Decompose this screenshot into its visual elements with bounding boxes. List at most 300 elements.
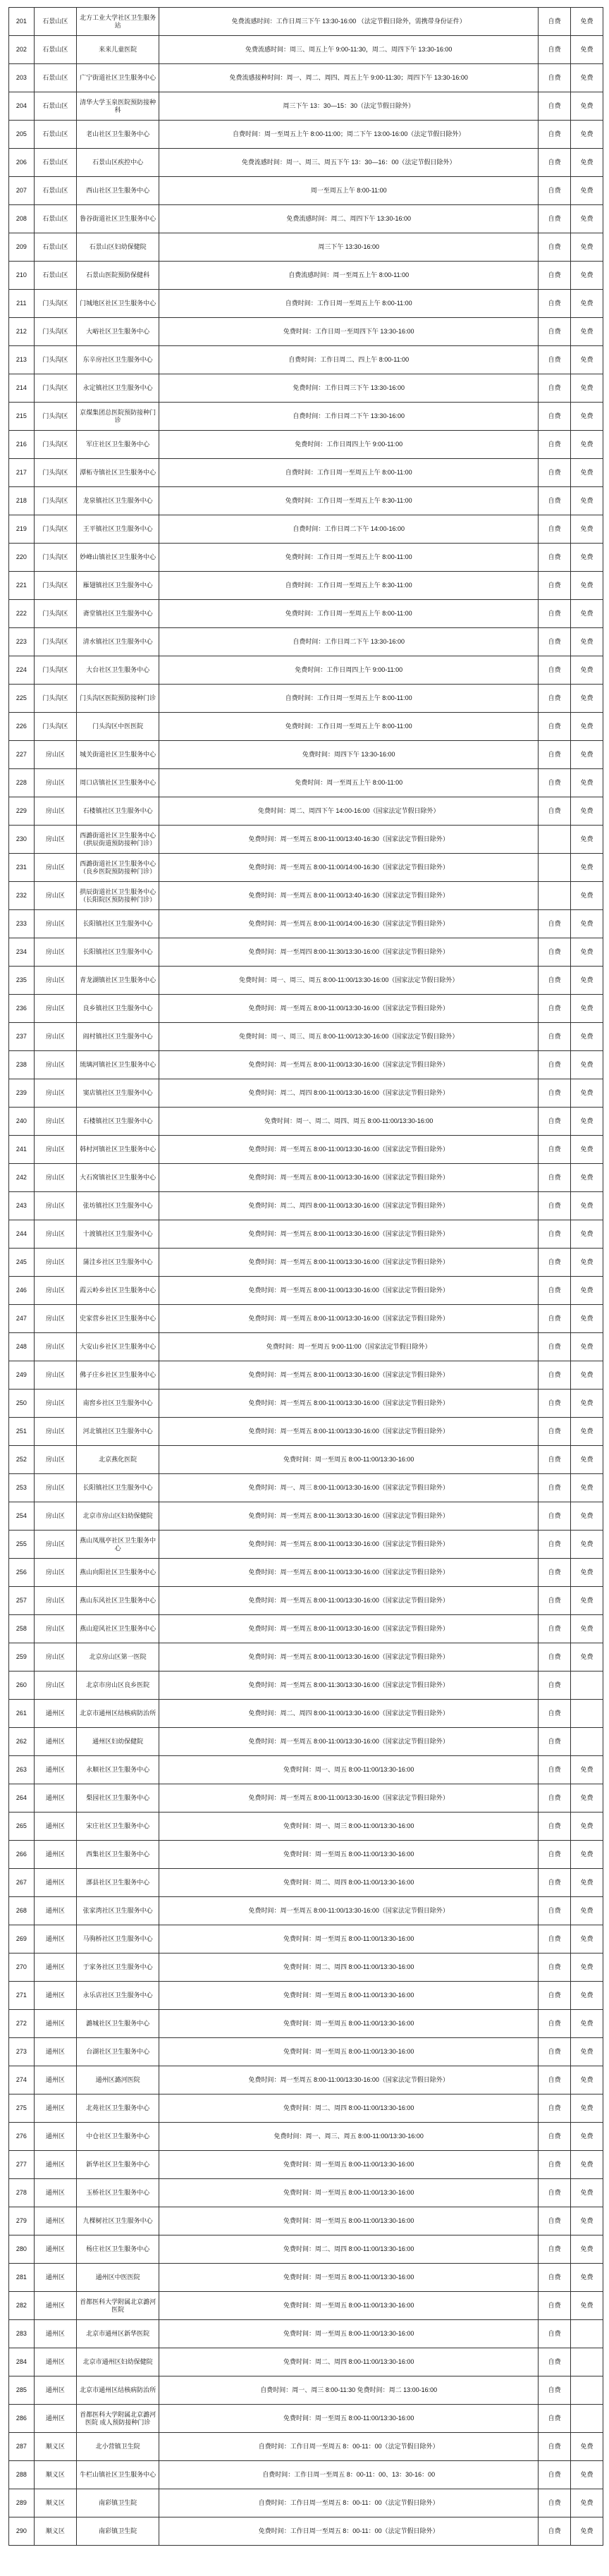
district-cell: 房山区 [34, 882, 76, 910]
table-row [9, 826, 603, 854]
free-cell: 免费 [571, 797, 603, 826]
service-hours-cell: 免费时间：周一至周五 8:00-11:00/13:30-16:00（国家法定节假日除外） [159, 1361, 539, 1390]
self-pay-cell: 自费 [539, 769, 571, 797]
district-cell: 房山区 [34, 938, 76, 967]
free-cell: 免费 [571, 1784, 603, 1813]
district-cell: 通州区 [34, 1841, 76, 1869]
row-number: 231 [9, 854, 35, 882]
table-row [9, 1305, 603, 1333]
free-cell: 免费 [571, 1756, 603, 1784]
district-cell: 通州区 [34, 1700, 76, 1728]
table-row [9, 1051, 603, 1079]
district-cell: 房山区 [34, 1192, 76, 1220]
district-cell: 门头沟区 [34, 600, 76, 628]
row-number: 201 [9, 8, 35, 36]
free-cell: 免费 [571, 685, 603, 713]
district-cell: 通州区 [34, 2066, 76, 2094]
district-cell: 通州区 [34, 2405, 76, 2433]
clinic-name-cell: 北方工业大学社区卫生服务站 [76, 8, 159, 36]
district-cell: 门头沟区 [34, 431, 76, 459]
district-cell: 门头沟区 [34, 459, 76, 487]
free-cell: 免费 [571, 403, 603, 431]
free-cell: 免费 [571, 2433, 603, 2461]
service-hours-cell: 免费时间：工作日周四上午 9:00-11:00 [159, 431, 539, 459]
service-hours-cell: 自费时间：工作日周二下午 13:30-16:00 [159, 628, 539, 656]
self-pay-cell [539, 826, 571, 854]
clinic-name-cell: 北小营镇卫生院 [76, 2433, 159, 2461]
table-row [9, 149, 603, 177]
clinic-name-cell: 玉桥社区卫生服务中心 [76, 2179, 159, 2207]
row-number: 204 [9, 92, 35, 121]
clinic-name-cell: 永乐店社区卫生服务中心 [76, 1982, 159, 2010]
table-row [9, 2264, 603, 2292]
clinic-name-cell: 拱辰街道社区卫生服务中心（长阳院区预防接种门诊） [76, 882, 159, 910]
table-row [9, 1277, 603, 1305]
free-cell: 免费 [571, 600, 603, 628]
service-hours-cell: 免费时间：工作日周一至周五 8：00-11：00（法定节假日除外） [159, 2517, 539, 2546]
row-number: 280 [9, 2235, 35, 2264]
service-hours-cell: 免费时间：周一、周三 8:00-11:00/13:30-16:00 [159, 1813, 539, 1841]
self-pay-cell: 自费 [539, 2151, 571, 2179]
free-cell: 免费 [571, 2235, 603, 2264]
service-hours-cell: 免费时间：周一至周五 8:00-11:00/13:30-16:00（国家法定节假日除外） [159, 1531, 539, 1559]
service-hours-cell: 免费时间：周一、周三、周五 8:00-11:00/13:30-16:00（国家法定节假日除外） [159, 1023, 539, 1051]
table-row [9, 1079, 603, 1108]
district-cell: 通州区 [34, 2348, 76, 2376]
table-row [9, 2235, 603, 2264]
service-hours-cell: 免费时间：周一至周五 8:00-11:00/13:30-16:00 [159, 1925, 539, 1954]
self-pay-cell: 自费 [539, 1869, 571, 1897]
service-hours-cell: 免费时间：周一至周五 8:00-11:00/13:30-16:00（国家法定节假日除外） [159, 1615, 539, 1643]
clinic-name-cell: 西潞街道社区卫生服务中心（良乡医院预防接种门诊） [76, 854, 159, 882]
clinic-name-cell: 琉璃河镇社区卫生服务中心 [76, 1051, 159, 1079]
table-row [9, 374, 603, 403]
table-row [9, 2123, 603, 2151]
free-cell: 免费 [571, 854, 603, 882]
table-row [9, 318, 603, 346]
clinic-name-cell: 燕山东风社区卫生服务中心 [76, 1587, 159, 1615]
district-cell: 门头沟区 [34, 374, 76, 403]
clinic-name-cell: 霞云岭乡社区卫生服务中心 [76, 1277, 159, 1305]
district-cell: 房山区 [34, 1446, 76, 1474]
self-pay-cell: 自费 [539, 656, 571, 685]
free-cell: 免费 [571, 1446, 603, 1474]
row-number: 261 [9, 1700, 35, 1728]
table-row [9, 1841, 603, 1869]
free-cell: 免费 [571, 2292, 603, 2320]
service-hours-cell: 免费时间：周一至周五 8:00-11:00/13:30-16:00 [159, 2179, 539, 2207]
clinic-name-cell: 阎村镇社区卫生服务中心 [76, 1023, 159, 1051]
self-pay-cell: 自费 [539, 64, 571, 92]
self-pay-cell: 自费 [539, 2010, 571, 2038]
row-number: 246 [9, 1277, 35, 1305]
table-row [9, 544, 603, 572]
clinic-name-cell: 潞城社区卫生服务中心 [76, 2010, 159, 2038]
row-number: 225 [9, 685, 35, 713]
row-number: 287 [9, 2433, 35, 2461]
table-row [9, 515, 603, 544]
service-hours-cell: 免费时间：周一至周五 8:00-11:00/13:40-16:30（国家法定节假日除外） [159, 826, 539, 854]
table-row [9, 1587, 603, 1615]
self-pay-cell: 自费 [539, 2094, 571, 2123]
table-row [9, 233, 603, 262]
clinic-name-cell: 王平镇社区卫生服务中心 [76, 515, 159, 544]
row-number: 276 [9, 2123, 35, 2151]
self-pay-cell: 自费 [539, 1784, 571, 1813]
free-cell: 免费 [571, 1079, 603, 1108]
self-pay-cell: 自费 [539, 2038, 571, 2066]
row-number: 234 [9, 938, 35, 967]
district-cell: 通州区 [34, 2264, 76, 2292]
clinic-name-cell: 永定镇社区卫生服务中心 [76, 374, 159, 403]
free-cell: 免费 [571, 177, 603, 205]
district-cell: 房山区 [34, 854, 76, 882]
service-hours-cell: 周三下午 13：30—15：30（法定节假日除外） [159, 92, 539, 121]
service-hours-cell: 免费时间：周二、周四 8:00-11:00/13:30-16:00（国家法定节假日除外） [159, 1192, 539, 1220]
self-pay-cell: 自费 [539, 1615, 571, 1643]
free-cell: 免费 [571, 2207, 603, 2235]
district-cell: 房山区 [34, 1615, 76, 1643]
row-number: 238 [9, 1051, 35, 1079]
district-cell: 通州区 [34, 2235, 76, 2264]
table-row [9, 910, 603, 938]
self-pay-cell: 自费 [539, 1192, 571, 1220]
self-pay-cell: 自费 [539, 1164, 571, 1192]
free-cell [571, 2320, 603, 2348]
self-pay-cell: 自费 [539, 2123, 571, 2151]
self-pay-cell: 自费 [539, 572, 571, 600]
district-cell: 房山区 [34, 769, 76, 797]
clinic-name-cell: 西山社区卫生服务中心 [76, 177, 159, 205]
clinic-name-cell: 佛子庄乡社区卫生服务中心 [76, 1361, 159, 1390]
row-number: 273 [9, 2038, 35, 2066]
table-row [9, 1700, 603, 1728]
clinic-name-cell: 良乡镇社区卫生服务中心 [76, 995, 159, 1023]
row-number: 215 [9, 403, 35, 431]
row-number: 219 [9, 515, 35, 544]
district-cell: 通州区 [34, 2320, 76, 2348]
table-row [9, 8, 603, 36]
district-cell: 通州区 [34, 1813, 76, 1841]
row-number: 205 [9, 121, 35, 149]
row-number: 252 [9, 1446, 35, 1474]
district-cell: 房山区 [34, 1643, 76, 1672]
service-hours-cell: 免费时间：周一至周五上午 8:00-11:00 [159, 769, 539, 797]
clinic-name-cell: 杨庄社区卫生服务中心 [76, 2235, 159, 2264]
service-hours-cell: 自费时间：工作日周二、四上午 8:00-11:00 [159, 346, 539, 374]
district-cell: 房山区 [34, 741, 76, 769]
self-pay-cell: 自费 [539, 262, 571, 290]
district-cell: 房山区 [34, 1108, 76, 1136]
service-hours-cell: 免费时间：周一至周五 8:00-11:00/13:30-16:00（国家法定节假日除外） [159, 1051, 539, 1079]
row-number: 242 [9, 1164, 35, 1192]
service-hours-cell: 免费时间：周一至周五 8:00-11:00/13:30-16:00 [159, 2038, 539, 2066]
self-pay-cell: 自费 [539, 1023, 571, 1051]
clinic-name-cell: 于家务社区卫生服务中心 [76, 1954, 159, 1982]
self-pay-cell: 自费 [539, 1728, 571, 1756]
free-cell: 免费 [571, 459, 603, 487]
clinic-name-cell: 中仓社区卫生服务中心 [76, 2123, 159, 2151]
clinic-name-cell: 妙峰山镇社区卫生服务中心 [76, 544, 159, 572]
row-number: 211 [9, 290, 35, 318]
self-pay-cell: 自费 [539, 121, 571, 149]
table-row [9, 572, 603, 600]
table-row [9, 1390, 603, 1418]
self-pay-cell: 自费 [539, 2376, 571, 2405]
clinic-name-cell: 南彩镇卫生院 [76, 2517, 159, 2546]
row-number: 232 [9, 882, 35, 910]
service-hours-cell: 免费时间：周一至周五 8:00-11:30/13:30-16:00（国家法定节假日除外） [159, 1502, 539, 1531]
row-number: 264 [9, 1784, 35, 1813]
table-row [9, 1813, 603, 1841]
table-row [9, 1756, 603, 1784]
row-number: 257 [9, 1587, 35, 1615]
clinic-name-cell: 军庄社区卫生服务中心 [76, 431, 159, 459]
service-hours-cell: 自费时间：工作日周一至周五 8：00-11：00（法定节假日除外） [159, 2489, 539, 2517]
free-cell: 免费 [571, 1813, 603, 1841]
table-row [9, 1784, 603, 1813]
service-hours-cell: 免费时间：周二、周四下午 14:00-16:00（国家法定节假日除外） [159, 797, 539, 826]
service-hours-cell: 免费时间：周二、周四 8:00-11:00/13:30-16:00 [159, 2235, 539, 2264]
service-hours-cell: 免费时间：周一、周三、周五 8:00-11:00/13:30-16:00 [159, 2123, 539, 2151]
row-number: 266 [9, 1841, 35, 1869]
clinic-name-cell: 鲁谷街道社区卫生服务中心 [76, 205, 159, 233]
self-pay-cell: 自费 [539, 2348, 571, 2376]
clinic-name-cell: 石景山区妇幼保健院 [76, 233, 159, 262]
free-cell: 免费 [571, 1305, 603, 1333]
service-hours-cell: 免费时间：周一至周五 8:00-11:00/13:30-16:00 [159, 2292, 539, 2320]
self-pay-cell: 自费 [539, 403, 571, 431]
district-cell: 房山区 [34, 1051, 76, 1079]
self-pay-cell: 自费 [539, 318, 571, 346]
service-hours-cell: 免费流感时间：周二、周四下午 13:30-16:00 [159, 205, 539, 233]
clinic-name-cell: 南彩镇卫生院 [76, 2489, 159, 2517]
free-cell: 免费 [571, 2517, 603, 2546]
self-pay-cell: 自费 [539, 1841, 571, 1869]
clinic-name-cell: 长阳镇社区卫生服务中心 [76, 910, 159, 938]
row-number: 209 [9, 233, 35, 262]
self-pay-cell: 自费 [539, 2179, 571, 2207]
row-number: 270 [9, 1954, 35, 1982]
clinic-name-cell: 张坊镇社区卫生服务中心 [76, 1192, 159, 1220]
service-hours-cell: 免费时间：周一至周五 8:00-11:00/13:30-16:00（国家法定节假日除外） [159, 1390, 539, 1418]
clinic-name-cell: 大峪社区卫生服务中心 [76, 318, 159, 346]
clinic-name-cell: 首都医科大学附属北京潞河医院 成人预防接种门诊 [76, 2405, 159, 2433]
free-cell: 免费 [571, 262, 603, 290]
table-row [9, 1643, 603, 1672]
clinic-name-cell: 张家湾社区卫生服务中心 [76, 1897, 159, 1925]
table-row [9, 346, 603, 374]
free-cell: 免费 [571, 1587, 603, 1615]
service-hours-cell: 免费时间：周一、周五 8:00-11:00/13:30-16:00 [159, 1756, 539, 1784]
clinic-name-cell: 马驹桥社区卫生服务中心 [76, 1925, 159, 1954]
clinic-name-cell: 潭柘寺镇社区卫生服务中心 [76, 459, 159, 487]
table-row [9, 2038, 603, 2066]
table-row [9, 2461, 603, 2489]
district-cell: 房山区 [34, 1587, 76, 1615]
free-cell: 免费 [571, 741, 603, 769]
free-cell: 免费 [571, 1108, 603, 1136]
free-cell: 免费 [571, 656, 603, 685]
service-hours-cell: 免费流感时间：周三、周五上午 9:00-11:30，周二、周四下午 13:30-16:00 [159, 36, 539, 64]
row-number: 217 [9, 459, 35, 487]
service-hours-cell: 自费时间：工作日周一至周五 8：00-11：00、13：30-16：00 [159, 2461, 539, 2489]
district-cell: 门头沟区 [34, 346, 76, 374]
district-cell: 通州区 [34, 1756, 76, 1784]
self-pay-cell: 自费 [539, 36, 571, 64]
service-hours-cell: 免费时间：周一至周五 8:00-11:00/14:00-16:30（国家法定节假日除外） [159, 910, 539, 938]
district-cell: 石景山区 [34, 233, 76, 262]
free-cell: 免费 [571, 346, 603, 374]
district-cell: 石景山区 [34, 8, 76, 36]
row-number: 290 [9, 2517, 35, 2546]
self-pay-cell: 自费 [539, 1136, 571, 1164]
service-hours-cell: 免费时间：周一、周三 8:00-11:00/13:30-16:00（国家法定节假日除外） [159, 1474, 539, 1502]
service-hours-cell: 免费时间：周一至周五 8:00-11:00/13:30-16:00 [159, 1446, 539, 1474]
district-cell: 房山区 [34, 1277, 76, 1305]
free-cell: 免费 [571, 2123, 603, 2151]
service-hours-cell: 免费时间：工作日周一至周四下午 13:30-16:00 [159, 318, 539, 346]
self-pay-cell: 自费 [539, 967, 571, 995]
free-cell: 免费 [571, 290, 603, 318]
row-number: 245 [9, 1249, 35, 1277]
free-cell: 免费 [571, 374, 603, 403]
clinic-name-cell: 史家营乡社区卫生服务中心 [76, 1305, 159, 1333]
clinic-name-cell: 周口店镇社区卫生服务中心 [76, 769, 159, 797]
self-pay-cell: 自费 [539, 2235, 571, 2264]
service-hours-cell: 自费时间：周一至周五上午 8:00-11:00；周二下午 13:00-16:00（法定节假日除外） [159, 121, 539, 149]
row-number: 213 [9, 346, 35, 374]
self-pay-cell: 自费 [539, 995, 571, 1023]
service-hours-cell: 免费流感时间：周一、周三、周五下午 13：30—16：00（法定节假日除外） [159, 149, 539, 177]
clinic-name-cell: 老山社区卫生服务中心 [76, 121, 159, 149]
clinic-name-cell: 燕山迎风社区卫生服务中心 [76, 1615, 159, 1643]
table-row [9, 2405, 603, 2433]
service-hours-cell: 免费时间：周二、周四 8:00-11:00/13:30-16:00 [159, 2094, 539, 2123]
row-number: 212 [9, 318, 35, 346]
self-pay-cell: 自费 [539, 1305, 571, 1333]
row-number: 248 [9, 1333, 35, 1361]
free-cell: 免费 [571, 1136, 603, 1164]
service-hours-cell: 免费时间：周一至周五 8:00-11:30/13:30-16:00（国家法定节假日除外） [159, 1672, 539, 1700]
district-cell: 通州区 [34, 1954, 76, 1982]
self-pay-cell: 自费 [539, 1531, 571, 1559]
free-cell: 免费 [571, 2489, 603, 2517]
row-number: 210 [9, 262, 35, 290]
table-row [9, 487, 603, 515]
clinic-name-cell: 通州区中医医院 [76, 2264, 159, 2292]
service-hours-cell: 自费时间：工作日周一至周五上午 8:00-11:00 [159, 459, 539, 487]
self-pay-cell: 自费 [539, 1502, 571, 1531]
free-cell: 免费 [571, 1869, 603, 1897]
clinic-name-cell: 北京燕化医院 [76, 1446, 159, 1474]
table-row [9, 967, 603, 995]
self-pay-cell: 自费 [539, 1587, 571, 1615]
clinic-name-cell: 石景山医院预防保健科 [76, 262, 159, 290]
row-number: 218 [9, 487, 35, 515]
service-hours-cell: 免费时间：周一至周五 8:00-11:00/13:30-16:00 [159, 2010, 539, 2038]
free-cell: 免费 [571, 1982, 603, 2010]
service-hours-cell: 免费时间：周二、周四 8:00-11:00/13:30-16:00 [159, 2348, 539, 2376]
district-cell: 房山区 [34, 1531, 76, 1559]
free-cell: 免费 [571, 1531, 603, 1559]
self-pay-cell: 自费 [539, 2405, 571, 2433]
district-cell: 房山区 [34, 995, 76, 1023]
district-cell: 房山区 [34, 1305, 76, 1333]
self-pay-cell: 自费 [539, 1813, 571, 1841]
table-row [9, 431, 603, 459]
district-cell: 石景山区 [34, 64, 76, 92]
service-hours-cell: 免费时间：周一至周五 8:00-11:00/13:30-16:00（国家法定节假日除外） [159, 1305, 539, 1333]
clinic-name-cell: 东辛房社区卫生服务中心 [76, 346, 159, 374]
self-pay-cell: 自费 [539, 1700, 571, 1728]
district-cell: 门头沟区 [34, 572, 76, 600]
table-row [9, 656, 603, 685]
district-cell: 石景山区 [34, 92, 76, 121]
district-cell: 房山区 [34, 797, 76, 826]
free-cell: 免费 [571, 2066, 603, 2094]
district-cell: 门头沟区 [34, 318, 76, 346]
row-number: 284 [9, 2348, 35, 2376]
clinic-name-cell: 青龙湖镇社区卫生服务中心 [76, 967, 159, 995]
clinic-name-cell: 燕山凤凰亭社区卫生服务中心 [76, 1531, 159, 1559]
row-number: 274 [9, 2066, 35, 2094]
free-cell: 免费 [571, 544, 603, 572]
free-cell: 免费 [571, 1925, 603, 1954]
district-cell: 门头沟区 [34, 515, 76, 544]
self-pay-cell: 自费 [539, 1897, 571, 1925]
district-cell: 门头沟区 [34, 656, 76, 685]
row-number: 229 [9, 797, 35, 826]
free-cell: 免费 [571, 1164, 603, 1192]
district-cell: 顺义区 [34, 2489, 76, 2517]
row-number: 240 [9, 1108, 35, 1136]
self-pay-cell: 自费 [539, 1277, 571, 1305]
free-cell: 免费 [571, 1615, 603, 1643]
service-hours-cell: 周三下午 13:30-16:00 [159, 233, 539, 262]
clinic-name-cell: 斋堂镇社区卫生服务中心 [76, 600, 159, 628]
district-cell: 门头沟区 [34, 403, 76, 431]
row-number: 253 [9, 1474, 35, 1502]
service-hours-cell: 免费时间：周一至周五 8:00-11:00/13:30-16:00（国家法定节假日除外） [159, 1249, 539, 1277]
district-cell: 房山区 [34, 1136, 76, 1164]
district-cell: 房山区 [34, 1418, 76, 1446]
table-row [9, 64, 603, 92]
free-cell: 免费 [571, 938, 603, 967]
row-number: 202 [9, 36, 35, 64]
service-hours-cell: 免费时间：周一至周五 8:00-11:00/13:30-16:00（国家法定节假日除外） [159, 1643, 539, 1672]
service-hours-cell: 免费流感时间：工作日周三下午 13:30-16:00 （法定节假日除外，需携带身份证件） [159, 8, 539, 36]
free-cell: 免费 [571, 1954, 603, 1982]
row-number: 272 [9, 2010, 35, 2038]
district-cell: 通州区 [34, 1784, 76, 1813]
self-pay-cell: 自费 [539, 1249, 571, 1277]
service-hours-cell: 免费时间：周一至周五 8:00-11:00/13:30-16:00（国家法定节假日除外） [159, 1164, 539, 1192]
row-number: 282 [9, 2292, 35, 2320]
self-pay-cell: 自费 [539, 1079, 571, 1108]
self-pay-cell: 自费 [539, 1051, 571, 1079]
table-row [9, 290, 603, 318]
district-cell: 门头沟区 [34, 628, 76, 656]
free-cell: 免费 [571, 1192, 603, 1220]
table-row [9, 1672, 603, 1700]
service-hours-cell: 免费时间：周一至周五 8:00-11:00/13:30-16:00（国家法定节假日除外） [159, 1559, 539, 1587]
free-cell: 免费 [571, 1220, 603, 1249]
table-row [9, 854, 603, 882]
self-pay-cell: 自费 [539, 92, 571, 121]
self-pay-cell: 自费 [539, 205, 571, 233]
table-row [9, 797, 603, 826]
